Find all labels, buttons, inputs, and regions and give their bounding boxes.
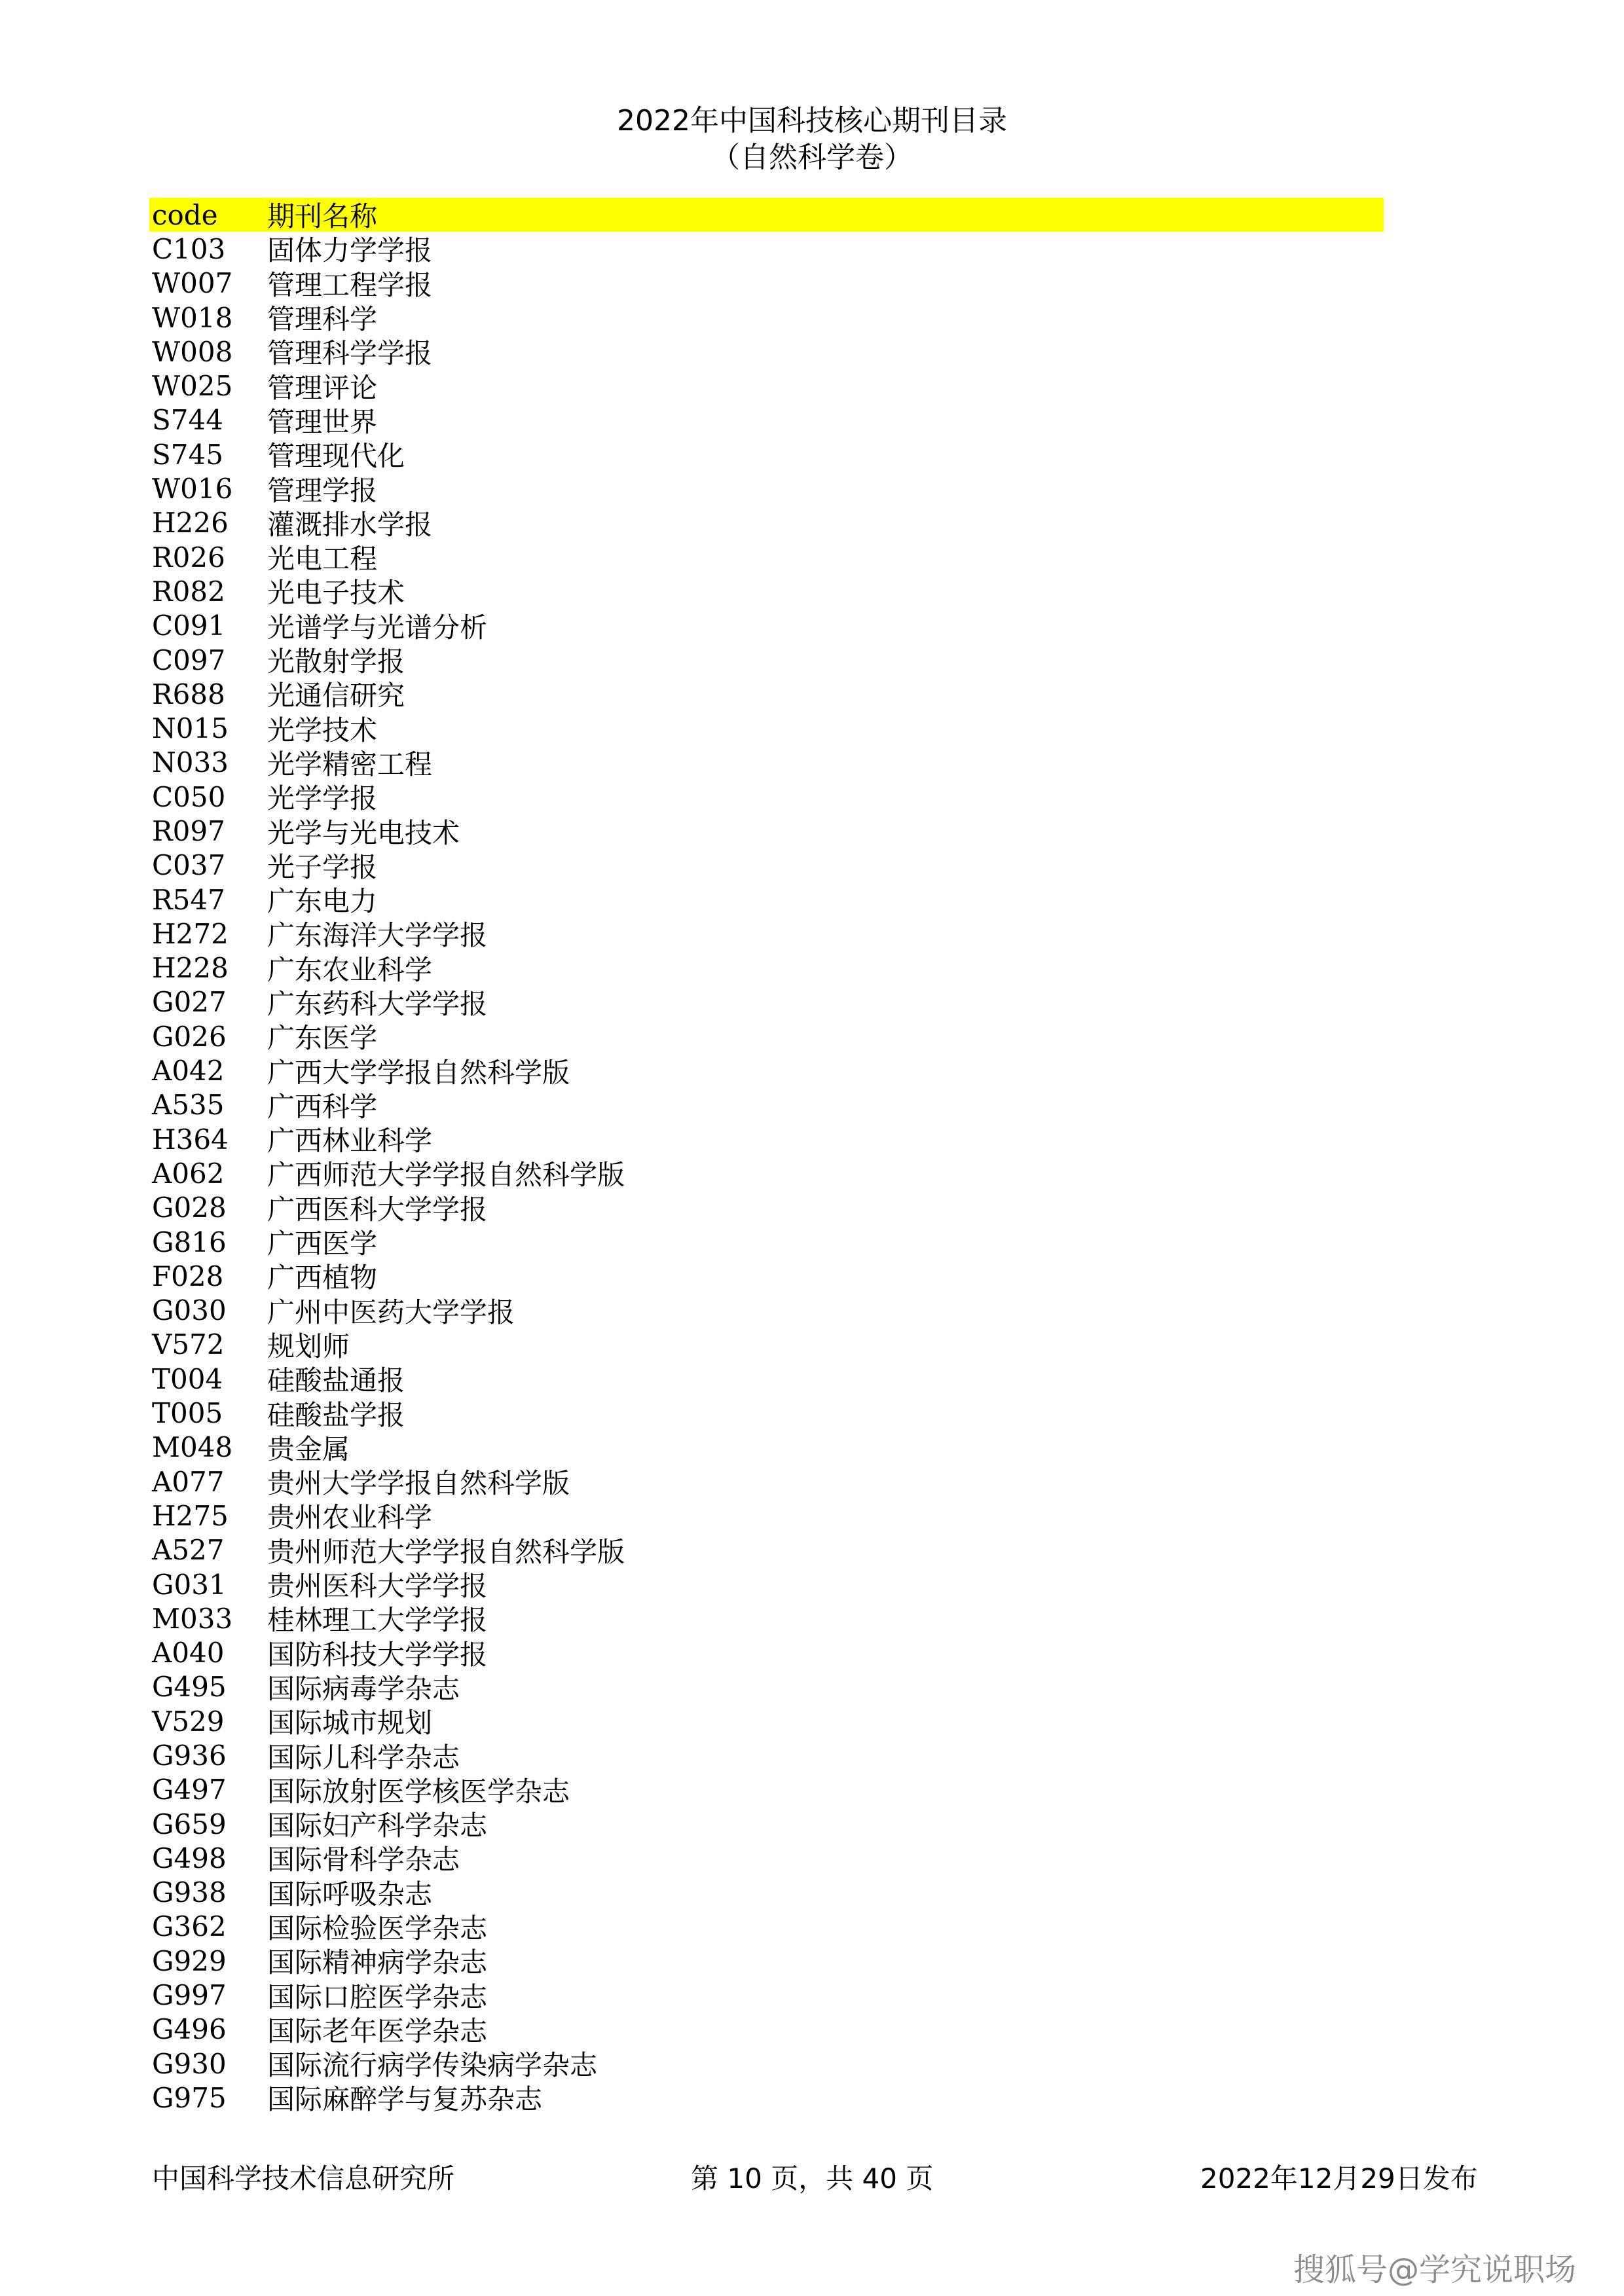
journal-name: 广东海洋大学学报 (267, 919, 488, 952)
journal-code: T004 (152, 1362, 223, 1395)
table-row (149, 1978, 1384, 2012)
table-row (149, 1225, 1384, 1259)
journal-name: 国际老年医学杂志 (267, 2014, 488, 2047)
table-row (149, 471, 1384, 505)
journal-name: 规划师 (267, 1330, 350, 1362)
table-row (149, 2047, 1384, 2081)
journal-code: W007 (152, 267, 233, 300)
journal-code: G031 (152, 1568, 227, 1601)
table-row (149, 1670, 1384, 1704)
journal-code: G936 (152, 1740, 227, 1772)
table-row (149, 540, 1384, 574)
table-row (149, 1738, 1384, 1772)
table-row (149, 985, 1384, 1019)
table-row (149, 1807, 1384, 1841)
table-row (149, 1191, 1384, 1225)
journal-name: 广州中医药大学学报 (267, 1296, 515, 1328)
table-row (149, 1876, 1384, 1910)
journal-name: 硅酸盐学报 (267, 1398, 405, 1431)
journal-name: 广东农业科学 (267, 953, 433, 986)
journal-name: 光学与光电技术 (267, 816, 460, 849)
table-row (149, 506, 1384, 540)
journal-name: 国际骨科学杂志 (267, 1844, 460, 1876)
journal-code: A042 (152, 1055, 225, 1087)
journal-name: 贵州医科大学学报 (267, 1570, 488, 1603)
journal-name: 广东电力 (267, 885, 378, 918)
journal-name: 管理现代化 (267, 440, 405, 473)
journal-code: G938 (152, 1876, 227, 1909)
journal-name: 国际精神病学杂志 (267, 1946, 488, 1979)
journal-code: C037 (152, 849, 226, 882)
journal-code: R547 (152, 883, 225, 916)
journal-name: 光通信研究 (267, 680, 405, 712)
journal-code: V572 (152, 1328, 225, 1361)
journal-code: G929 (152, 1944, 227, 1977)
journal-code: W018 (152, 301, 233, 334)
table-row (149, 711, 1384, 745)
table-row (149, 1533, 1384, 1567)
footer-publisher: 中国科学技术信息研究所 (152, 2162, 455, 2195)
journal-name: 国际呼吸杂志 (267, 1878, 433, 1910)
journal-name: 国际放射医学核医学杂志 (267, 1775, 570, 1808)
journal-code: H364 (152, 1123, 229, 1156)
journal-code: G026 (152, 1020, 227, 1053)
journal-code: H228 (152, 952, 229, 985)
journal-name: 光散射学报 (267, 646, 405, 678)
journal-name: 固体力学学报 (267, 234, 433, 267)
table-row (149, 1156, 1384, 1190)
journal-name: 广西林业科学 (267, 1125, 433, 1157)
journal-code: G027 (152, 986, 227, 1019)
journal-name: 国际妇产科学杂志 (267, 1810, 488, 1842)
table-row (149, 1362, 1384, 1396)
journal-code: F028 (152, 1260, 224, 1292)
journal-code: G030 (152, 1294, 227, 1327)
journal-code: S744 (152, 404, 223, 437)
table-row (149, 883, 1384, 917)
table-row (149, 232, 1384, 266)
journal-code: W025 (152, 370, 233, 403)
journal-name: 灌溉排水学报 (267, 508, 433, 541)
journal-name: 广西医科大学学报 (267, 1193, 488, 1226)
table-row (149, 917, 1384, 951)
journal-name: 国际口腔医学杂志 (267, 1980, 488, 2013)
journal-name: 贵州大学学报自然科学版 (267, 1467, 570, 1500)
journal-code: T005 (152, 1397, 223, 1430)
journal-code: A040 (152, 1637, 225, 1669)
journal-code: A535 (152, 1089, 225, 1121)
journal-name: 管理评论 (267, 371, 378, 404)
journal-name: 管理科学学报 (267, 337, 433, 370)
document-title: 2022年中国科技核心期刊目录 (617, 104, 1007, 137)
table-header-row (149, 198, 1384, 232)
table-row (149, 780, 1384, 814)
table-row (149, 1294, 1384, 1328)
document-subtitle: （自然科学卷） (711, 141, 913, 174)
table-row (149, 437, 1384, 471)
journal-name: 广西植物 (267, 1262, 378, 1294)
journal-name: 贵金属 (267, 1432, 350, 1465)
journal-name: 广西师范大学学报自然科学版 (267, 1159, 625, 1192)
journal-code: G997 (152, 1979, 227, 2012)
journal-name: 国际检验医学杂志 (267, 1912, 488, 1944)
journal-name: 国防科技大学学报 (267, 1638, 488, 1671)
journal-name: 国际流行病学传染病学杂志 (267, 2049, 598, 2082)
journal-name: 广东医学 (267, 1022, 378, 1055)
journal-code: M033 (152, 1602, 233, 1635)
watermark: 搜狐号@学究说职场 (1293, 2251, 1577, 2288)
journal-name: 管理学报 (267, 474, 378, 507)
table-row (149, 1944, 1384, 1978)
table-row (149, 1567, 1384, 1601)
journal-name: 国际病毒学杂志 (267, 1672, 460, 1705)
journal-name: 光子学报 (267, 850, 378, 883)
table-row (149, 677, 1384, 711)
journal-code: H275 (152, 1499, 229, 1532)
journal-code: W016 (152, 473, 233, 505)
table-row (149, 574, 1384, 608)
table-row (149, 1773, 1384, 1807)
journal-name: 广西大学学报自然科学版 (267, 1056, 570, 1089)
journal-code: C103 (152, 232, 226, 265)
journal-code: R097 (152, 814, 225, 847)
journal-code: R082 (152, 575, 225, 608)
table-row (149, 1601, 1384, 1635)
journal-name: 光电工程 (267, 543, 378, 575)
journal-code: M048 (152, 1431, 233, 1464)
journal-name: 广西医学 (267, 1228, 378, 1260)
table-row (149, 1396, 1384, 1430)
journal-code: A527 (152, 1534, 225, 1567)
table-row (149, 1259, 1384, 1293)
journal-code: A077 (152, 1465, 225, 1498)
table-row (149, 1122, 1384, 1156)
table-row (149, 1910, 1384, 1944)
table-row (149, 1088, 1384, 1122)
journal-name: 国际城市规划 (267, 1707, 433, 1740)
journal-code: N033 (152, 746, 229, 779)
journal-code: G659 (152, 1808, 227, 1840)
journal-name: 光学学报 (267, 782, 378, 815)
journal-name: 桂林理工大学学报 (267, 1604, 488, 1637)
journal-code: R688 (152, 678, 225, 710)
journal-code: V529 (152, 1705, 225, 1738)
journal-code: G816 (152, 1226, 227, 1258)
table-body (149, 232, 1384, 2115)
journal-code: G975 (152, 2081, 227, 2114)
journal-name: 管理工程学报 (267, 268, 433, 301)
table-row (149, 1499, 1384, 1533)
footer-page-number: 第 10 页，共 40 页 (691, 2162, 934, 2195)
table-row (149, 1465, 1384, 1499)
table-row (149, 951, 1384, 985)
journal-name: 光电子技术 (267, 577, 405, 610)
journal-name: 贵州师范大学学报自然科学版 (267, 1535, 625, 1568)
table-row (149, 746, 1384, 780)
journal-name: 国际麻醉学与复苏杂志 (267, 2083, 543, 2116)
journal-name: 光谱学与光谱分析 (267, 611, 488, 644)
journal-name: 广东药科大学学报 (267, 987, 488, 1020)
journal-code: G930 (152, 2047, 227, 2080)
table-row (149, 1635, 1384, 1669)
journal-code: G498 (152, 1842, 227, 1874)
table-row (149, 1053, 1384, 1087)
table-row (149, 1430, 1384, 1465)
table-row (149, 2013, 1384, 2047)
journal-code: C091 (152, 610, 226, 642)
journal-name: 国际儿科学杂志 (267, 1741, 460, 1774)
journal-code: G495 (152, 1671, 227, 1704)
table-row (149, 1704, 1384, 1738)
journal-code: A062 (152, 1157, 225, 1190)
journal-code: R026 (152, 541, 225, 574)
journal-code: W008 (152, 335, 233, 368)
journal-name: 硅酸盐通报 (267, 1364, 405, 1397)
table-row (149, 403, 1384, 437)
journal-name: 管理世界 (267, 405, 378, 438)
journal-name: 广西科学 (267, 1090, 378, 1123)
journal-code: G362 (152, 1910, 227, 1943)
journal-code: G496 (152, 2013, 227, 2046)
table-row (149, 369, 1384, 403)
journal-code: N015 (152, 712, 229, 745)
journal-name: 光学技术 (267, 714, 378, 746)
journal-table (149, 198, 1384, 2115)
table-row (149, 1841, 1384, 1875)
footer-date: 2022年12月29日发布 (1200, 2162, 1478, 2195)
journal-code: G497 (152, 1774, 227, 1806)
table-row (149, 335, 1384, 369)
table-row (149, 1019, 1384, 1053)
journal-code: G028 (152, 1192, 227, 1224)
journal-code: C097 (152, 644, 226, 676)
header-name: 期刊名称 (267, 200, 378, 233)
journal-code: C050 (152, 780, 226, 813)
journal-code: S745 (152, 438, 223, 471)
journal-name: 光学精密工程 (267, 748, 433, 780)
journal-code: H226 (152, 507, 229, 539)
table-row (149, 643, 1384, 677)
journal-code: H272 (152, 917, 229, 950)
journal-name: 贵州农业科学 (267, 1501, 433, 1534)
table-row (149, 848, 1384, 883)
journal-name: 管理科学 (267, 303, 378, 336)
header-code: code (152, 198, 218, 231)
table-row (149, 266, 1384, 301)
table-row (149, 301, 1384, 335)
table-row (149, 609, 1384, 643)
table-row (149, 2081, 1384, 2115)
table-row (149, 1328, 1384, 1362)
table-row (149, 814, 1384, 848)
